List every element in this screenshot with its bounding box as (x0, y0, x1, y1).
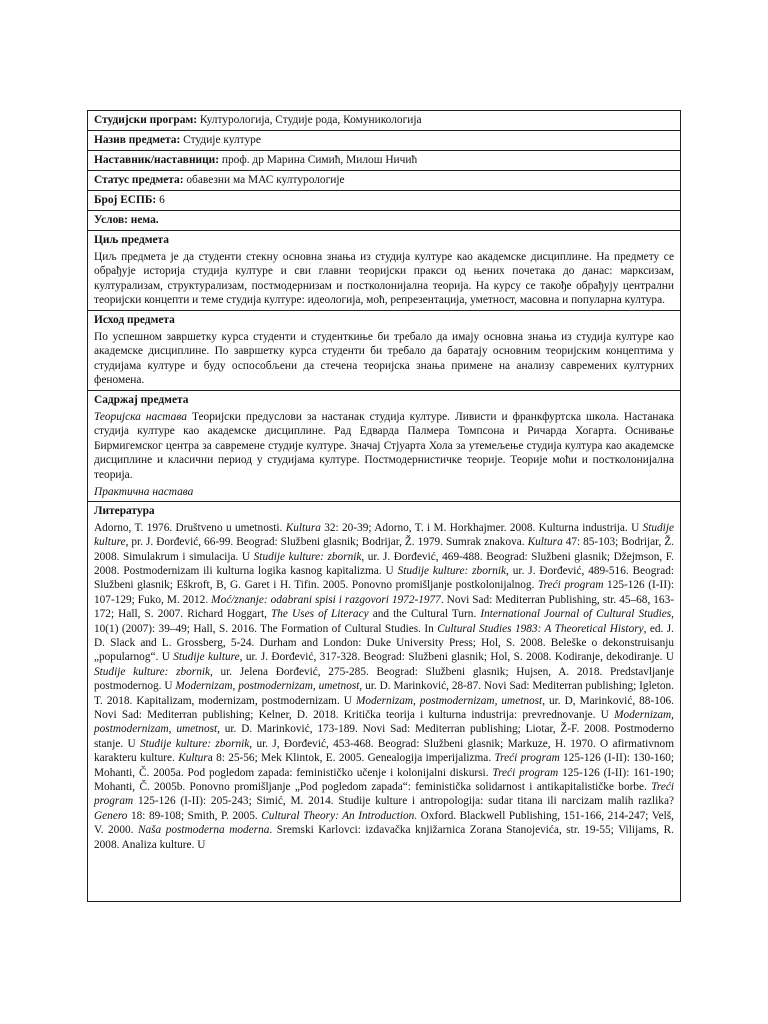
lit-seg: Genero (94, 809, 128, 822)
course-status-label: Статус предмета: (94, 174, 184, 186)
row-literature (88, 502, 681, 902)
lit-seg: . Oxford. Blackwell Publishing, 151-166, 214-247; Velš, V. 2000. (94, 809, 674, 837)
row-teachers (88, 151, 681, 171)
lit-seg: 125-126 (I-II): 107-129; Fuko, M. 2012. (94, 579, 674, 606)
lit-seg: ur. Jelena Đorđević, 275-285. Beograd: Službeni glasnik; Hujsen, A. 2018. Predstavljanje postmodernog. U (94, 665, 674, 693)
condition-label: Услов: нема. (94, 214, 159, 226)
row-course-outcome (88, 310, 681, 390)
practical-teaching-label: Практична настава (94, 485, 194, 498)
lit-seg: Cultural Studies 1983: A Theoretical History (437, 622, 644, 635)
row-ects (88, 191, 681, 211)
course-name-label: Назив предмета: (94, 134, 181, 146)
lit-seg: 125-126 (I-II): 205-243; Simić, M. 2014. Studije kulture i antropologija: sudar titana ili narcizam malih razlika? (133, 795, 674, 808)
literature-heading: Литература (94, 505, 155, 518)
lit-seg: Studije kulture: zbornik (140, 737, 250, 750)
lit-seg: Kultura (285, 521, 321, 534)
teachers-label: Наставник/наставници: (94, 154, 219, 166)
lit-seg: , ur. J. Đorđević, 489-516. Beograd: Službeni glasnik; Eškroft, B, G. Garet i H. Tifin. 2005. Ponovno promišljanje postkolonijalnog. (94, 564, 674, 592)
lit-seg: , ur. J, Đorđević, 453-468. Beograd: Službeni glasnik; Markuze, H. 1970. O afirmativnom karakteru kulture. (94, 737, 674, 765)
lit-seg: and the Cultural Turn. (368, 608, 481, 621)
lit-seg: Kultur (178, 752, 208, 765)
lit-seg: Moć/znanje: odabrani spisi i razgovori 1972-1977 (211, 593, 441, 606)
ects-label: Број ЕСПБ: (94, 194, 157, 206)
course-goal-text: Циљ предмета је да студенти стекну основна знања из студија културе као академске дисциплине. На предмету се обрађује историја студија културе и сви главни теоријски пракси од њених почетака до данас: марксизам, културализам, структурализам, постмодернизам и постколонијална теорија. На курсу се такође обрађују централни теоријски концепти и теме студија културе: идеологија, моћ, репрезентација, уметност, масовна и популарна култура. (94, 250, 674, 307)
row-course-goal (88, 231, 681, 311)
theory-teaching-text: Теоријски предуслови за настанак студија културе. Ливисти и франкфуртска школа. Настанака студија културе као академске дисциплине. Рад Едварда Палмера Томпсона и Ричарда Хогарта. Оснивање Бирмигемског центра за савремене студије културе. Значај Стјуарта Хола за утемељење студија култура као академске дисциплине и класични период у студијама културе. Постмодернистичке теорије. Теорије моћи и постколонијална теорија. (94, 410, 674, 481)
lit-seg: Studije kulture: zbornik, (94, 665, 213, 678)
lit-seg: , pr. J. Đorđević, 66-99. Beograd: Službeni glasnik; Bodrijar, Ž. 1979. Sumrak znakova. (125, 536, 528, 549)
lit-seg: a 8: 25-56; Mek Klintok, E. 2005. Genealogija imperijalizma. (207, 752, 495, 765)
row-course-status (88, 171, 681, 191)
lit-seg: Treći program (494, 752, 560, 765)
lit-seg: Studije kulture: zbornik (397, 564, 507, 577)
lit-seg: ur. J. Đorđević, 317-328. Beograd: Službeni glasnik; Hol, S. 2008. Kodiranje, dekodiranje. U (242, 651, 674, 664)
course-outcome-heading: Исход предмета (94, 313, 175, 326)
lit-seg: The Uses of Literacy (271, 608, 369, 621)
ects-value: 6 (156, 194, 165, 206)
lit-seg: Modernizam, postmodernizam, umetnost (355, 694, 543, 707)
lit-seg: 10(1) (2007): 39–49; Hall, S. 2016. The Formation of Cultural Studies. In (94, 622, 438, 635)
lit-seg: , ur. D, Marinković, 88-106. Novi Sad: Mediterran publishing; Kelner, D. 2018. Kritička teorija i kulturna industrija: prevrednovanje. U (94, 694, 674, 721)
teachers-value: проф. др Марина Симић, Милош Ничић (219, 154, 418, 166)
lit-seg: Naša postmoderna moderna (137, 824, 270, 837)
lit-seg: 125-126 (I-II): 130-160; Mohanti, Č. 2005a. Pod pogledom zapada: feminističko učenje i kolonijalni diskursi. (94, 752, 674, 779)
lit-seg: Treći program (94, 781, 674, 808)
course-goal-heading: Циљ предмета (94, 234, 169, 246)
lit-seg: Studije kulture: zbornik (253, 550, 362, 563)
lit-seg: . Sremski Karlovci: izdavačka knjižarnica Zorana Stanojevića, str. 19-55; Vilijams, R. 2008. Analiza kulture. U (94, 824, 675, 851)
lit-seg: Modernizam, postmodernizam, umetnost (175, 680, 360, 693)
lit-seg: Modernizam, postmodernizam, umetnost (94, 708, 674, 736)
lit-seg: , ur. D. Marinković, 28-87. Novi Sad: Mediterran publishing; Igleton. T. 2018. Kapitalizam, modernizam, postmodernizam. U (94, 680, 674, 707)
lit-seg: Studije kulture (94, 521, 674, 549)
course-outcome-text: По успешном завршетку курса студенти и студенткиње би требало да имају основна знања из студија културе као академске дисциплине. По завршетку курса студенти би требало да баратају основним теоријским концептима у студијама културе и буду оспособљени да стечена теоријска знања примене на анализу савремених културних феномена. (94, 330, 674, 387)
lit-seg: Cultural Theory: An Introduction (261, 809, 415, 822)
literature-text (94, 521, 674, 852)
row-course-name (88, 131, 681, 151)
lit-seg: , ur. D. Marinković, 173-189. Novi Sad: Mediterran publishing; Liotar, Ž-F. 2008. Postmoderno stanje. U (94, 723, 674, 750)
lit-seg: 47: 85-103; Bodrijar, Ž. 2008. Simulakrum i simulacija. U (94, 536, 674, 563)
theory-teaching-label: Теоријска настава (94, 410, 187, 423)
study-program-label: Студијски програм: (94, 114, 197, 126)
lit-seg: 32: 20-39; Adorno, T. i M. Horkhajmer. 2008. Kulturna industrija. U (320, 521, 643, 534)
lit-seg: Treći program (492, 766, 559, 779)
course-status-value: обавезни ма МАС културологије (183, 174, 345, 186)
course-name-value: Студије културе (180, 134, 261, 146)
course-content-heading: Садржај предмета (94, 393, 189, 406)
lit-seg: Treći program (537, 579, 604, 592)
lit-seg: , ed. J. D. Slack and L. Grossberg, 5-24. Durham and London: Duke University Press; Hol, S. 2008. Beleške o dekonstruisanju „popularnog“. U (94, 622, 674, 664)
row-study-program (88, 111, 681, 131)
lit-seg: , ur. J. Đorđević, 469-488. Beograd: Službeni glasnik; Džejmson, F. 2008. Postmodernizam ili kulturna logika kasnog kapitalizma. U (94, 550, 674, 577)
course-spec-table (87, 110, 681, 902)
lit-seg: Adorno, T. 1976. Društveno u umetnosti. (94, 521, 286, 534)
lit-seg: . Novi Sad: Mediterran Publishing, str. 45–68, 163-172; Hall, S. 2007. Richard Hoggart, (94, 593, 674, 621)
row-condition (88, 211, 681, 231)
lit-seg: 125-126 (I-II): 161-190; Mohanti, Č. 2005b. Ponovno promišljanje „Pod pogledom zapada“: feministička solidarnost i antikapitalističke borbe. (94, 766, 674, 793)
lit-seg: 18: 89-108; Smith, P. 2005. (127, 809, 262, 822)
study-program-value: Културологија, Студије рода, Комуникологија (197, 114, 422, 126)
row-course-content (88, 390, 681, 501)
course-content-text (94, 410, 674, 483)
lit-seg: Kultura (527, 536, 563, 549)
lit-seg: International Journal of Cultural Studies, (480, 608, 674, 621)
lit-seg: Studije kulture, (173, 651, 243, 664)
